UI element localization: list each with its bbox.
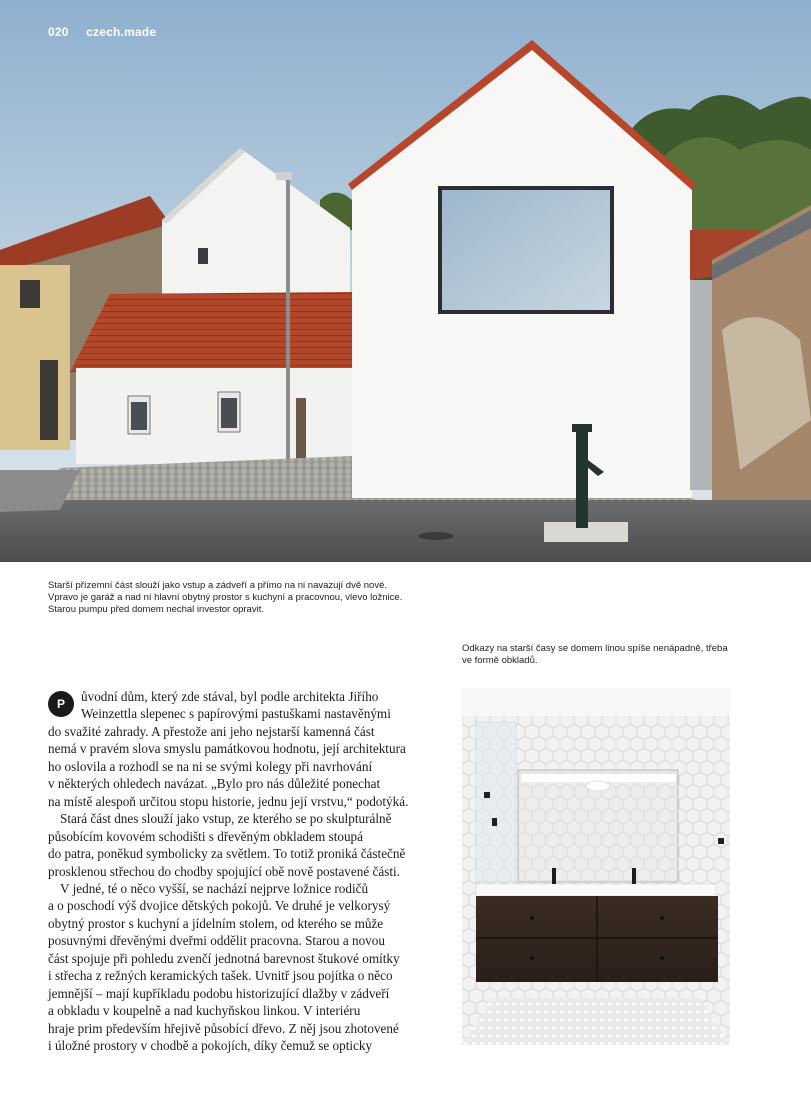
article-line: působícím kovovém schodišti s dřevěným obkladem stoupá xyxy=(48,828,363,844)
article-line: Stará část dnes slouží jako vstup, ze kterého se po skulpturálně xyxy=(60,811,392,827)
dropcap: P xyxy=(48,691,74,717)
caption-line: Starou pumpu před domem nechal investor opravit. xyxy=(48,604,264,615)
caption-right xyxy=(462,643,732,667)
article-line: nemá v pravém slova smyslu památkovou hodnotu, její architektura xyxy=(48,741,406,757)
caption-line: Vpravo je garáž a nad ní hlavní obytný prostor s kuchyní a pracovnou, vlevo ložnice. xyxy=(48,592,403,603)
section-title: czech.made xyxy=(86,25,157,39)
caption-top xyxy=(48,580,428,616)
caption-line: ve formě obkladů. xyxy=(462,655,538,666)
bathroom-photo-illustration xyxy=(462,688,730,1045)
article-line: Weinzettla slepenec s papírovými pastuškami nastavěnými xyxy=(81,706,391,722)
article-line: i střecha z režných keramických tašek. Uvnitř jsou pojítka o něco xyxy=(48,968,393,984)
article-line: část spojuje při pohledu zvenčí jednotná barevnost štukové omítky xyxy=(48,950,400,966)
article-line: prosklenou střechou do chodby spojující obě nově postavené části. xyxy=(48,863,400,879)
article-line: v některých ohledech navázat. „Bylo pro nás důležité ponechat xyxy=(48,776,381,792)
bathroom-photo xyxy=(462,688,730,1045)
page-header xyxy=(48,25,156,39)
article-line: hraje prim především hřejivě působící dřevo. Z něj jsou zhotovené xyxy=(48,1020,399,1036)
article-line: posuvnými dřevěnými dveřmi oddělit pracovna. Starou a novou xyxy=(48,933,385,949)
article-line: a o poschodí výš dvojice dětských pokojů. Ve druhé je velkorysý xyxy=(48,898,391,914)
article-line: i úložné prostory v chodbě a pokojích, díky čemuž se opticky xyxy=(48,1038,373,1054)
page-number: 020 xyxy=(48,25,69,39)
article-line: ůvodní dům, který zde stával, byl podle architekta Jiřího xyxy=(81,689,379,704)
article-line: jemnější – mají kupříkladu podobu historizující dlažby v zádveří xyxy=(48,985,390,1001)
article-line: do svažité zahrady. A přestože ani jeho nejstarší kamenná část xyxy=(48,723,375,739)
article-line: na místě alespoň určitou stopu historie, jednu její vrstvu,“ podotýká. xyxy=(48,793,409,809)
article-body xyxy=(48,688,416,1055)
article-line: ho oslovila a rozhodl se na ni se svými kolegy při navrhování xyxy=(48,758,373,774)
caption-line: Starší přízemní část slouží jako vstup a zádveří a přímo na ni navazují dvě nové. xyxy=(48,580,387,591)
article-line: a obkladu v koupelně a nad kuchyňskou linkou. V interiéru xyxy=(48,1003,361,1019)
article-line: do patra, poněkud symbolicky za světlem. To totiž proniká částečně xyxy=(48,846,406,862)
article-line: V jedné, té o něco vyšší, se nachází nejprve ložnice rodičů xyxy=(60,880,369,896)
article-line: obytný prostor s kuchyní a jídelním stolem, od kterého se může xyxy=(48,915,384,931)
caption-line: Odkazy na starší časy se domem linou spíše nenápadně, třeba xyxy=(462,643,728,654)
